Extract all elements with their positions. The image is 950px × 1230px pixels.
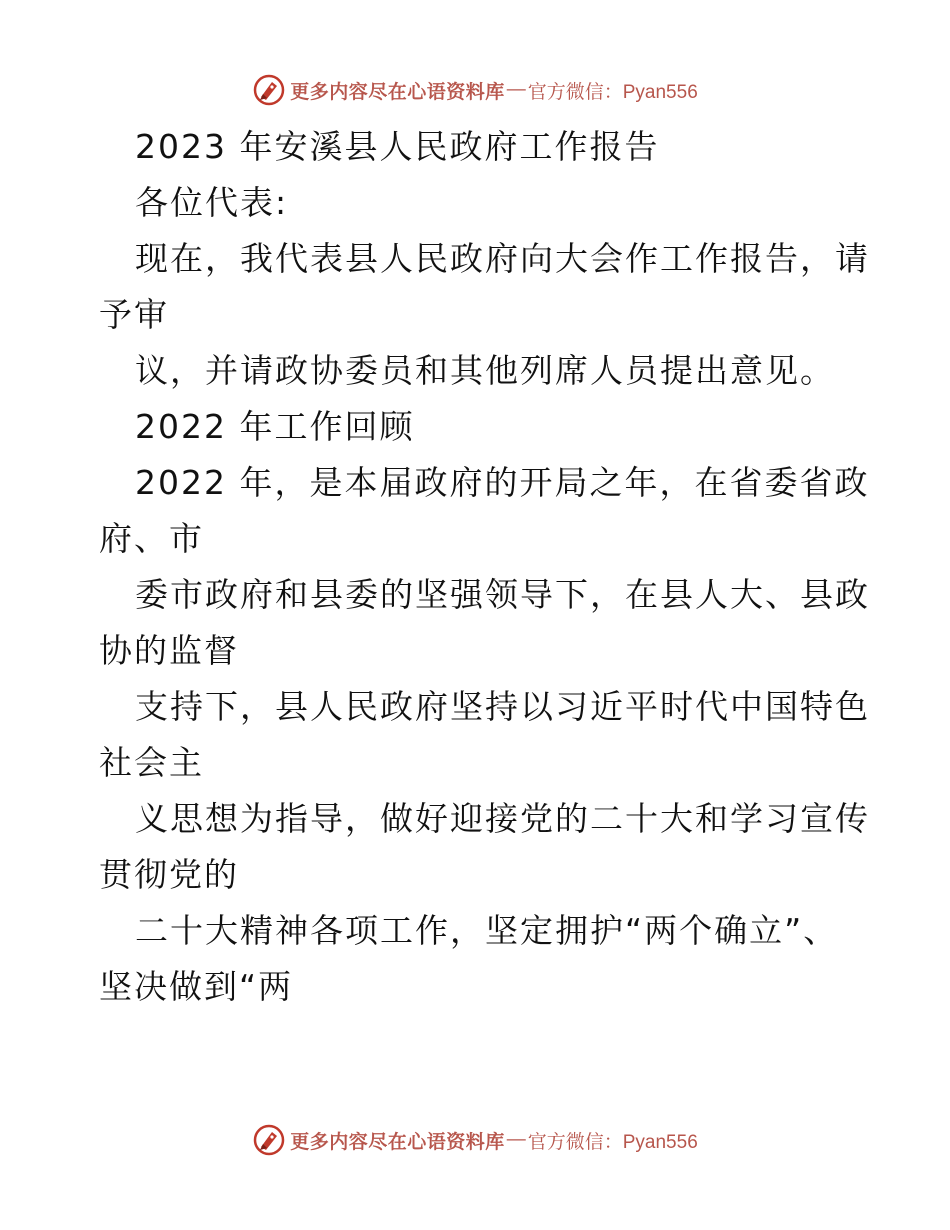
text-line: 各位代表: [135,183,289,222]
text-line: 2022 年工作回顾 [135,407,415,446]
text-line: 予审 [99,295,169,334]
text-line: 支持下，县人民政府坚持以习近平时代中国特色 [135,687,870,726]
text-line: 议，并请政协委员和其他列席人员提出意见。 [135,351,835,390]
pen-nib-seal-icon [252,1123,286,1157]
header-watermark [0,68,950,112]
watermark-separator: — [506,79,526,100]
text-line: 义思想为指导，做好迎接党的二十大和学习宣传 [135,799,870,838]
text-line: 坚决做到“两 [99,967,294,1006]
text-line: 委市政府和县委的坚强领导下，在县人大、县政 [135,575,870,614]
pen-nib-seal-icon [252,73,286,107]
text-line: 2022 年，是本届政府的开局之年，在省委省政 [135,463,870,502]
watermark-wechat: 官方微信：Pyan556 [527,1131,698,1153]
document-body [99,119,899,1015]
text-line: 二十大精神各项工作，坚定拥护“两个确立”、 [135,911,839,950]
text-line: 协的监督 [99,631,239,670]
text-line: 现在，我代表县人民政府向大会作工作报告，请 [135,239,870,278]
watermark-text: 更多内容尽在心语资料库 [290,1130,505,1153]
watermark-wechat: 官方微信：Pyan556 [527,81,698,103]
text-line: 贯彻党的 [99,855,239,894]
text-line: 府、市 [99,519,204,558]
watermark-text: 更多内容尽在心语资料库 [290,80,505,103]
text-line: 社会主 [99,743,204,782]
text-line: 2023 年安溪县人民政府工作报告 [135,127,660,166]
watermark-separator: — [506,1129,526,1150]
footer-watermark [0,1118,950,1162]
